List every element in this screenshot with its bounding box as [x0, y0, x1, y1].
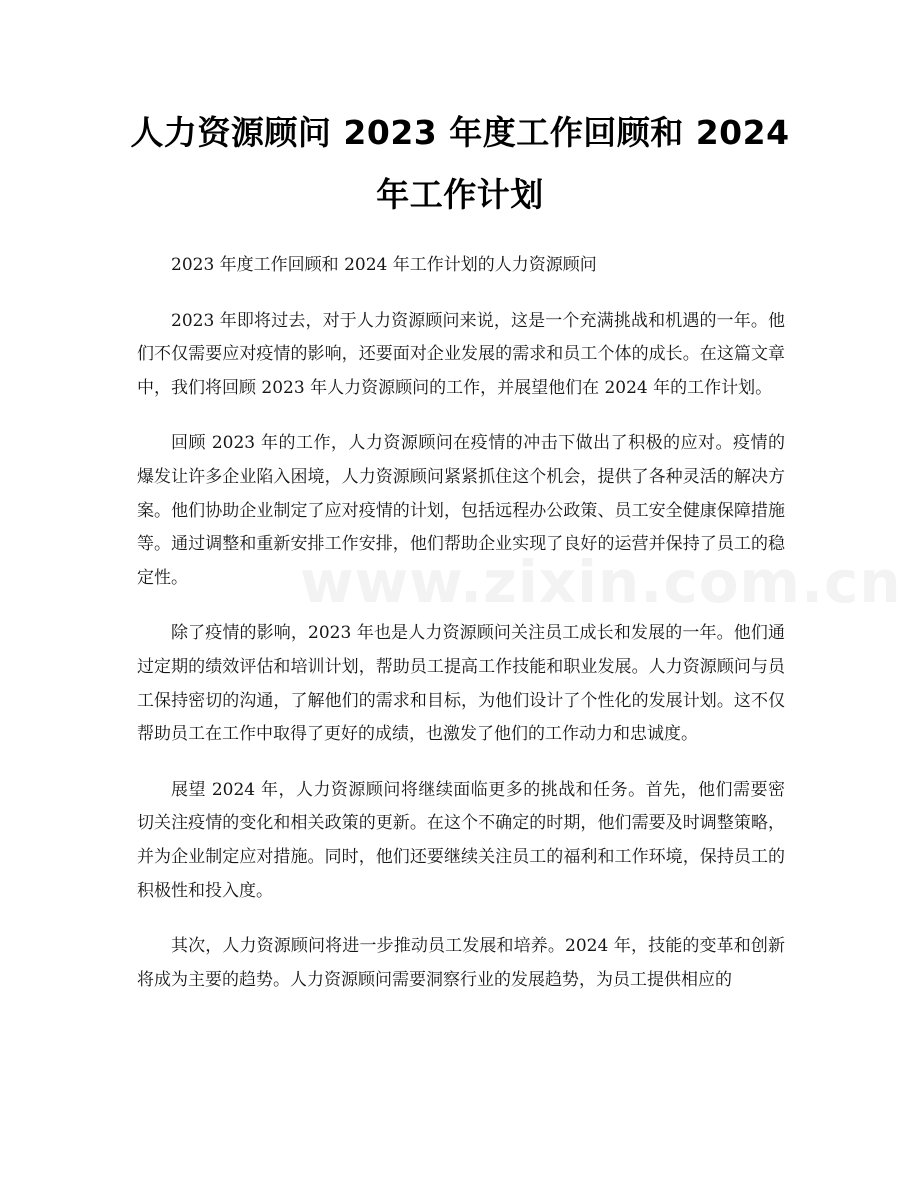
document-body [137, 249, 785, 1019]
paragraph-review-pandemic: 回顾 2023 年的工作，人力资源顾问在疫情的冲击下做出了积极的应对。疫情的爆发让许多企业陷入困境，人力资源顾问紧紧抓住这个机会，提供了各种灵活的解决方案。他们协助企业制定了应对疫情的计划，包括远程办公政策、员工安全健康保障措施等。通过调整和重新安排工作安排，他们帮助企业实现了良好的运营并保持了员工的稳定性。 [137, 433, 785, 588]
paragraph-development: 其次，人力资源顾问将进一步推动员工发展和培养。2024 年，技能的变革和创新将成为主要的趋势。人力资源顾问需要洞察行业的发展趋势，为员工提供相应的 [137, 936, 785, 990]
document-title: 人力资源顾问 2023 年度工作回顾和 2024 年工作计划 [130, 113, 790, 214]
paragraph-intro: 2023 年即将过去，对于人力资源顾问来说，这是一个充满挑战和机遇的一年。他们不仅需要应对疫情的影响，还要面对企业发展的需求和员工个体的成长。在这篇文章中，我们将回顾 2023 年人力资源顾问的工作，并展望他们在 2024 年的工作计划。 [137, 310, 785, 398]
paragraph-review-growth: 除了疫情的影响，2023 年也是人力资源顾问关注员工成长和发展的一年。他们通过定期的绩效评估和培训计划，帮助员工提高工作技能和职业发展。人力资源顾问与员工保持密切的沟通，了解他们的需求和目标，为他们设计了个性化的发展计划。这不仅帮助员工在工作中取得了更好的成绩，也激发了他们的工作动力和忠诚度。 [137, 623, 785, 745]
paragraph-outlook-2024: 展望 2024 年，人力资源顾问将继续面临更多的挑战和任务。首先，他们需要密切关注疫情的变化和相关政策的更新。在这个不确定的时期，他们需要及时调整策略，并为企业制定应对措施。同时，他们还要继续关注员工的福利和工作环境，保持员工的积极性和投入度。 [137, 779, 785, 901]
watermark-text: www.zixin.com.cn [300, 548, 902, 616]
paragraph-subtitle: 2023 年度工作回顾和 2024 年工作计划的人力资源顾问 [171, 255, 597, 275]
